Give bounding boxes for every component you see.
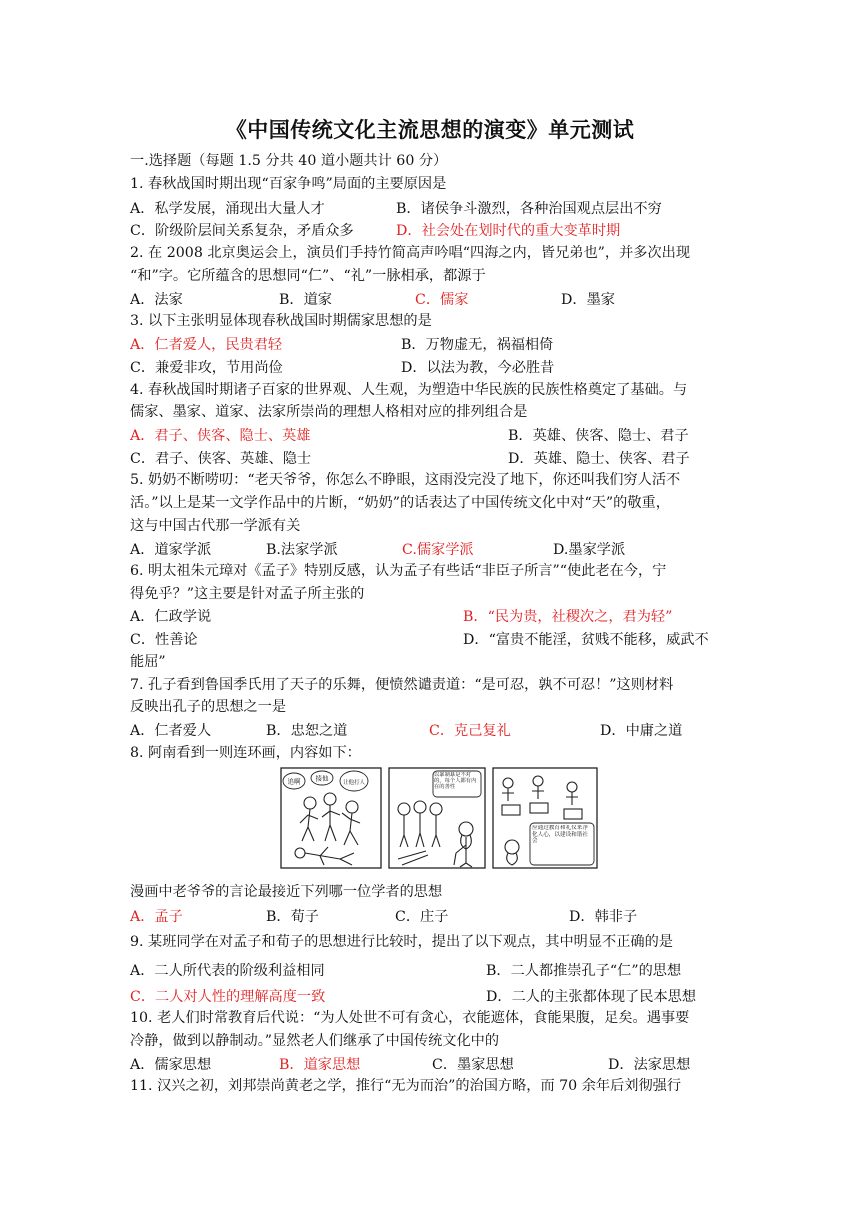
q8-option-a[interactable]: A．孟子 <box>130 909 183 925</box>
comic-strip <box>280 767 598 869</box>
question-5-stem: 5. 奶奶不断唠叨：“老天爷爷，你怎么不睁眼，这雨没完没了地下，你还叫我们穷人活不 <box>130 472 681 488</box>
bubble-text: 以暴制暴是不对的，每个人都有内在的善性 <box>434 772 477 790</box>
question-8-stem: 漫画中老爷爷的言论最接近下列哪一位学者的思想 <box>130 884 443 900</box>
q5-option-b[interactable]: B.法家学派 <box>266 542 338 558</box>
q5-option-a[interactable]: A．道家学派 <box>130 542 212 558</box>
q4-option-d[interactable]: D．英雄、隐士、侠客、君子 <box>508 451 690 467</box>
q7-option-b[interactable]: B．忠恕之道 <box>266 723 348 739</box>
q9-option-c[interactable]: C．二人对人性的理解高度一致 <box>130 989 326 1005</box>
question-2-stem: 2. 在 2008 北京奥运会上，演员们手持竹简高声吟唱“四海之内，皆兄弟也”，并多次出现 <box>130 245 691 261</box>
q9-option-a[interactable]: A．二人所代表的阶级利益相同 <box>130 963 325 979</box>
question-10-stem: 冷静，做到以静制动。”显然老人们继承了中国传统文化中的 <box>130 1033 500 1049</box>
q5-option-d[interactable]: D.墨家学派 <box>553 542 626 558</box>
bubble-text: 追啊 <box>287 777 301 786</box>
question-3-stem: 3. 以下主张明显体现春秋战国时期儒家思想的是 <box>130 313 432 329</box>
q4-option-b[interactable]: B．英雄、侠客、隐士、君子 <box>508 428 689 444</box>
q4-option-c[interactable]: C．君子、侠客、英雄、隐士 <box>130 451 312 467</box>
q6-option-d-continued: 能屈” <box>130 654 166 670</box>
q10-option-c[interactable]: C．墨家思想 <box>432 1057 514 1073</box>
q7-option-d[interactable]: D．中庸之道 <box>600 723 683 739</box>
question-6-stem: 6. 明太祖朱元璋对《孟子》特别反感，认为孟子有些话“非臣子所言”“使此老在今，宁 <box>130 563 667 579</box>
question-8-stem: 8. 阿南看到一则连环画，内容如下： <box>130 745 361 761</box>
q6-option-a[interactable]: A．仁政学说 <box>130 609 212 625</box>
q3-option-c[interactable]: C．兼爱非攻，节用尚俭 <box>130 360 283 376</box>
q7-option-a[interactable]: A．仁者爱人 <box>130 723 212 739</box>
q6-option-b[interactable]: B．“民为贵，社稷次之，君为轻” <box>463 609 673 625</box>
q1-option-b[interactable]: B．诸侯争斗激烈，各种治国观点层出不穷 <box>396 201 662 217</box>
q2-option-b[interactable]: B．道家 <box>279 292 332 308</box>
q7-option-c[interactable]: C．克己复礼 <box>429 723 511 739</box>
q10-option-d[interactable]: D．法家思想 <box>608 1057 691 1073</box>
q8-option-c[interactable]: C．庄子 <box>395 909 449 925</box>
q6-option-d[interactable]: D．“富贵不能淫，贫贱不能移，威武不 <box>463 632 709 648</box>
question-7-stem: 7. 孔子看到鲁国季氏用了天子的乐舞，便愤然谴责道：“是可忍，孰不可忍！”这则材料 <box>130 677 674 693</box>
question-5-stem: 这与中国古代那一学派有关 <box>130 518 301 534</box>
q8-option-b[interactable]: B．荀子 <box>266 909 319 925</box>
q10-option-b[interactable]: B．道家思想 <box>279 1057 361 1073</box>
q9-option-b[interactable]: B．二人都推崇孔子“仁”的思想 <box>486 963 682 979</box>
q1-option-c[interactable]: C．阶级阶层间关系复杂，矛盾众多 <box>130 223 354 239</box>
question-11-stem: 11. 汉兴之初，刘邦崇尚黄老之学，推行“无为而治”的治国方略，而 70 余年后刘彻强行 <box>130 1078 682 1094</box>
q6-option-c[interactable]: C．性善论 <box>130 632 198 648</box>
q1-option-a[interactable]: A．私学发展，涌现出大量人才 <box>130 201 325 217</box>
question-10-stem: 10. 老人们时常教育后代说：“为人处世不可有贪心，衣能遮体，食能果腹，足矣。遇事要 <box>130 1010 690 1026</box>
q5-option-c[interactable]: C.儒家学派 <box>402 542 474 558</box>
q4-option-a[interactable]: A．君子、侠客、隐士、英雄 <box>130 428 311 444</box>
q3-option-d[interactable]: D．以法为教，今必胜昔 <box>401 360 555 376</box>
question-4-stem: 4. 春秋战国时期诸子百家的世界观、人生观，为塑造中华民族的民族性格奠定了基础。与 <box>130 382 688 398</box>
question-4-stem: 儒家、墨家、道家、法家所崇尚的理想人格相对应的排列组合是 <box>130 404 528 420</box>
bubble-text: 揍他 <box>315 774 329 783</box>
question-2-stem: “和”字。它所蕴含的思想同“仁”、“礼”一脉相承，都源于 <box>130 268 486 284</box>
q3-option-a[interactable]: A．仁者爱人，民贵君轻 <box>130 337 283 353</box>
question-6-stem: 得免乎？”这主要是针对孟子所主张的 <box>130 586 365 602</box>
q3-option-b[interactable]: B．万物虚无，祸福相倚 <box>401 337 554 353</box>
question-7-stem: 反映出孔子的思想之一是 <box>130 699 287 715</box>
q10-option-a[interactable]: A．儒家思想 <box>130 1057 212 1073</box>
q2-option-d[interactable]: D．墨家 <box>561 292 615 308</box>
bubble-text: 应通过教育和礼仪来净化人心，以建设和谐社会 <box>532 825 588 845</box>
question-9-stem: 9. 某班同学在对孟子和荀子的思想进行比较时，提出了以下观点，其中明显不正确的是 <box>130 934 673 950</box>
question-1-stem: 1. 春秋战国时期出现“百家争鸣”局面的主要原因是 <box>130 176 447 192</box>
q1-option-d[interactable]: D．社会处在划时代的重大变革时期 <box>396 223 621 239</box>
q9-option-d[interactable]: D．二人的主张都体现了民本思想 <box>486 989 697 1005</box>
q8-option-d[interactable]: D．韩非子 <box>569 909 638 925</box>
question-5-stem: 活。”以上是某一文学作品中的片断，“奶奶”的话表达了中国传统文化中对“天”的敬重， <box>130 495 670 511</box>
q2-option-c[interactable]: C．儒家 <box>415 292 469 308</box>
bubble-text: 让他打人 <box>342 780 366 786</box>
section-heading: 一.选择题（每题 1.5 分共 40 道小题共计 60 分） <box>130 153 448 169</box>
q2-option-a[interactable]: A．法家 <box>130 292 183 308</box>
page-title: 《中国传统文化主流思想的演变》单元测试 <box>225 117 635 142</box>
